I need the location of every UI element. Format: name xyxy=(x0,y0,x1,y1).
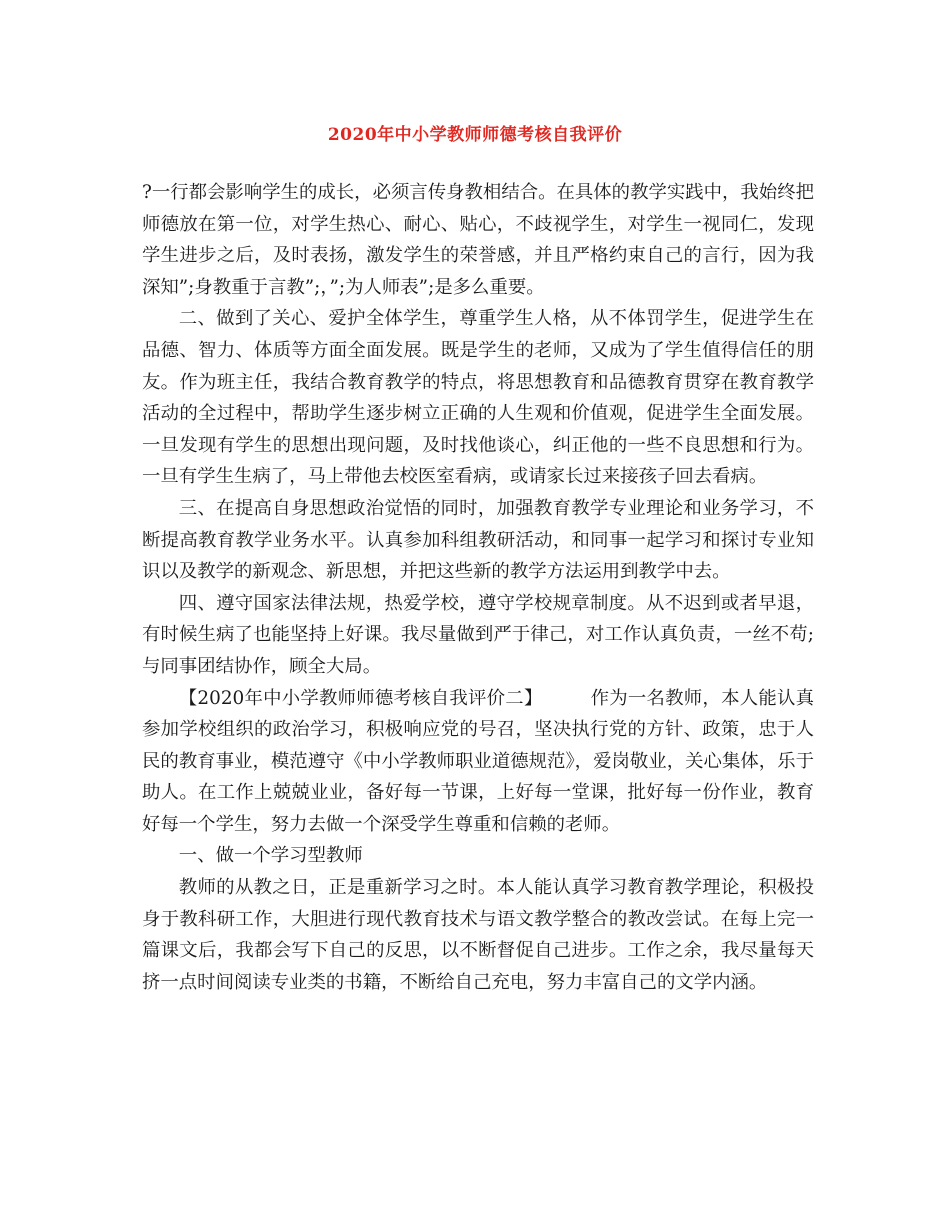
document-body xyxy=(142,177,814,998)
paragraph-point-three: 三、在提高自身思想政治觉悟的同时，加强教育教学专业理论和业务学习，不断提高教育教学业务水平。认真参加科组教研活动，和同事一起学习和探讨专业知识以及教学的新观念、新思想，并把这些新的教学方法运用到教学中去。 xyxy=(142,497,814,583)
paragraph-continued: ?一行都会影响学生的成长，必须言传身教相结合。在具体的教学实践中，我始终把师德放在第一位，对学生热心、耐心、贴心，不歧视学生，对学生一视同仁，发现学生进步之后，及时表扬，激发学生的荣誉感，并且严格约束自己的言行，因为我深知”;身教重于言教”;，”;为人师表”;是多么重要。 xyxy=(142,182,814,298)
section-two-intro-paragraph xyxy=(142,683,814,841)
document-title: 2020年中小学教师师德考核自我评价 xyxy=(327,125,623,145)
section-two-intro: 作为一名教师，本人能认真参加学校组织的政治学习，积极响应党的号召，坚决执行党的方针、政策，忠于人民的教育事业，模范遵守《中小学教师职业道德规范》，爱岗敬业，关心集体，乐于助人。在工作上兢兢业业，备好每一节课，上好每一堂课，批好每一份作业，教育好每一个学生，努力去做一个深受学生尊重和信赖的老师。 xyxy=(142,687,814,835)
section-two-heading: 【2020年中小学教师师德考核自我评价二】 xyxy=(178,687,543,709)
paragraph-point-two: 二、做到了关心、爱护全体学生，尊重学生人格，从不体罚学生，促进学生在品德、智力、体质等方面全面发展。既是学生的老师，又成为了学生值得信任的朋友。作为班主任，我结合教育教学的特点，将思想教育和品德教育贯穿在教育教学活动的全过程中，帮助学生逐步树立正确的人生观和价值观，促进学生全面发展。一旦发现有学生的思想出现问题，及时找他谈心，纠正他的一些不良思想和行为。一旦有学生生病了，马上带他去校医室看病，或请家长过来接孩子回去看病。 xyxy=(142,308,814,488)
paragraph-point-four: 四、遵守国家法律法规，热爱学校，遵守学校规章制度。从不迟到或者早退，有时候生病了也能坚持上好课。我尽量做到严于律己，对工作认真负责，一丝不苟;与同事团结协作，顾全大局。 xyxy=(142,592,814,677)
section-two-body: 教师的从教之日，正是重新学习之时。本人能认真学习教育教学理论，积极投身于教科研工作，大胆进行现代教育技术与语文教学整合的教改尝试。在每上完一篇课文后，我都会写下自己的反思，以不断督促自己进步。工作之余，我尽量每天挤一点时间阅读专业类的书籍，不断给自己充电，努力丰富自己的文学内涵。 xyxy=(142,877,814,993)
section-two-subheading: 一、做一个学习型教师 xyxy=(178,845,363,867)
